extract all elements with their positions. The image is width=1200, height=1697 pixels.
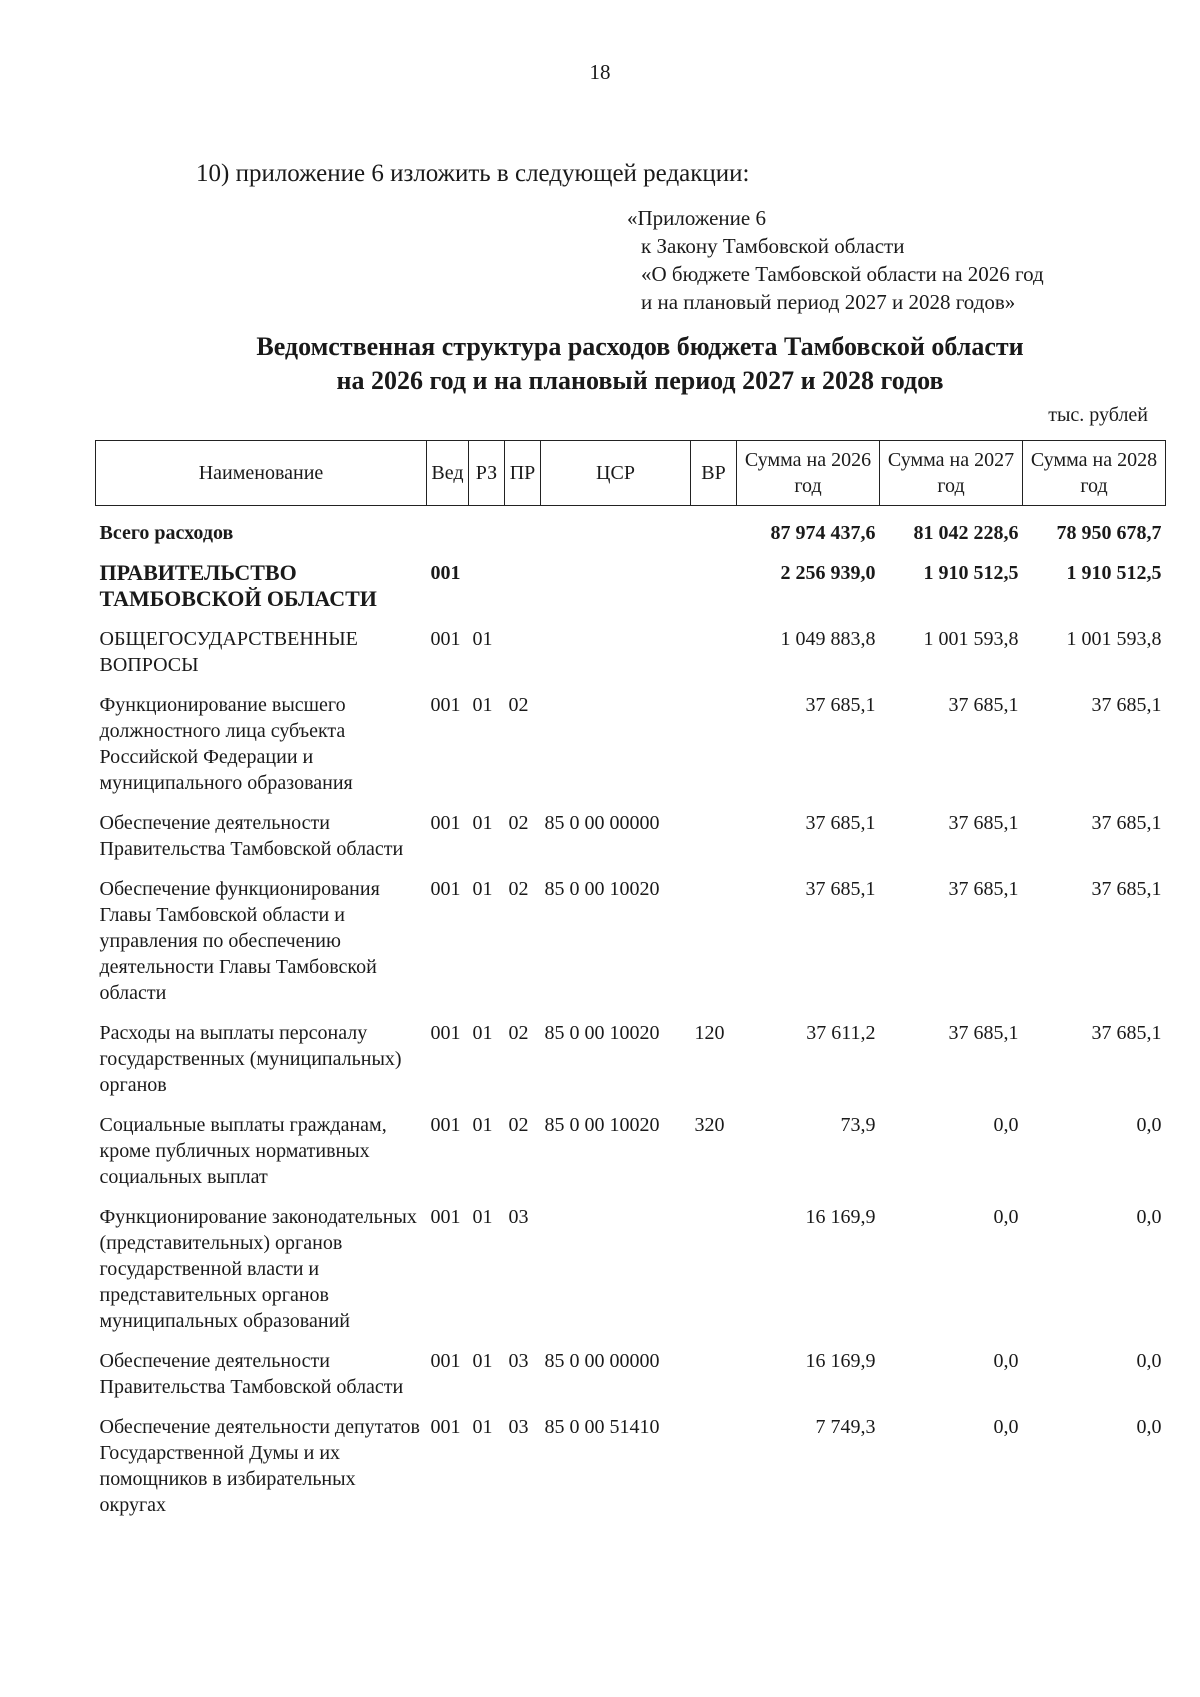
col-header-name: Наименование <box>96 441 427 506</box>
row-csr: 85 0 00 00000 <box>544 1350 660 1372</box>
row-ved <box>427 506 469 547</box>
row-vr <box>691 1334 737 1400</box>
row-ved: 001 <box>430 1350 461 1372</box>
row-name: Обеспечение деятельности Правительства Тамбовской области <box>99 812 404 860</box>
row-sum-2028: 78 950 678,7 <box>1056 522 1162 544</box>
row-rz: 01 <box>472 628 493 650</box>
row-csr <box>541 506 691 547</box>
row-name: Обеспечение функционирования Главы Тамбовской области и управления по обеспечению деятельности Главы Тамбовской области <box>99 878 380 1004</box>
table-row-total <box>96 506 1166 547</box>
appendix-line: «Приложение 6 <box>627 206 766 230</box>
row-vr <box>691 546 737 612</box>
row-csr <box>541 1190 691 1334</box>
table-row <box>96 612 1166 678</box>
row-pr: 03 <box>508 1206 529 1228</box>
row-sum-2028: 37 685,1 <box>1091 694 1162 716</box>
row-sum-2028: 1 910 512,5 <box>1066 562 1162 584</box>
row-sum-2027: 0,0 <box>993 1114 1019 1136</box>
row-csr: 85 0 00 10020 <box>544 878 660 900</box>
row-name: Обеспечение деятельности депутатов Государственной Думы и их помощников в избирательных округах <box>99 1416 420 1516</box>
row-sum-2028: 37 685,1 <box>1091 812 1162 834</box>
row-ved: 001 <box>430 812 461 834</box>
row-name: ОБЩЕГОСУДАРСТВЕННЫЕ ВОПРОСЫ <box>99 628 358 676</box>
table-row <box>96 1006 1166 1098</box>
row-pr <box>505 612 541 678</box>
intro-text: 10) приложение 6 изложить в следующей редакции: <box>196 160 750 187</box>
row-sum-2026: 87 974 437,6 <box>770 522 876 544</box>
row-sum-2026: 37 685,1 <box>805 694 876 716</box>
row-rz: 01 <box>472 878 493 900</box>
table-row <box>96 1190 1166 1334</box>
row-ved: 001 <box>430 562 461 584</box>
row-ved: 001 <box>430 1416 461 1438</box>
row-sum-2028: 0,0 <box>1136 1114 1162 1136</box>
row-ved: 001 <box>430 694 461 716</box>
row-sum-2027: 37 685,1 <box>948 878 1019 900</box>
row-vr <box>691 1400 737 1518</box>
row-name: ПРАВИТЕЛЬСТВО ТАМБОВСКОЙ ОБЛАСТИ <box>99 560 377 611</box>
row-pr: 02 <box>508 1114 529 1136</box>
row-rz: 01 <box>472 694 493 716</box>
budget-table <box>95 440 1166 1518</box>
row-sum-2026: 37 611,2 <box>806 1022 876 1044</box>
appendix-line: к Закону Тамбовской области <box>641 234 905 258</box>
row-vr <box>691 506 737 547</box>
row-sum-2027: 0,0 <box>993 1206 1019 1228</box>
row-sum-2028: 37 685,1 <box>1091 878 1162 900</box>
row-name: Обеспечение деятельности Правительства Тамбовской области <box>99 1350 404 1398</box>
col-header-ved: Вед <box>427 441 469 506</box>
row-ved: 001 <box>430 1206 461 1228</box>
table-row <box>96 546 1166 612</box>
col-header-pr: ПР <box>505 441 541 506</box>
row-sum-2028: 0,0 <box>1136 1350 1162 1372</box>
row-ved: 001 <box>430 878 461 900</box>
row-rz: 01 <box>472 1022 493 1044</box>
row-rz: 01 <box>472 1206 493 1228</box>
row-csr: 85 0 00 10020 <box>544 1114 660 1136</box>
row-pr: 03 <box>508 1416 529 1438</box>
row-name: Функционирование законодательных (представительных) органов государственной власти и представительных органов муниципальных образований <box>99 1206 417 1332</box>
row-vr <box>691 678 737 796</box>
row-sum-2028: 0,0 <box>1136 1416 1162 1438</box>
appendix-line: «О бюджете Тамбовской области на 2026 год <box>641 262 1044 286</box>
page-number: 18 <box>589 60 611 84</box>
table-row <box>96 678 1166 796</box>
table-row <box>96 796 1166 862</box>
col-header-rz: РЗ <box>469 441 505 506</box>
row-sum-2027: 37 685,1 <box>948 1022 1019 1044</box>
row-sum-2026: 2 256 939,0 <box>780 562 876 584</box>
document-title <box>80 330 1200 398</box>
title-line: Ведомственная структура расходов бюджета Тамбовской области <box>256 332 1024 361</box>
row-sum-2027: 0,0 <box>993 1416 1019 1438</box>
row-sum-2026: 37 685,1 <box>805 878 876 900</box>
col-header-vr: ВР <box>691 441 737 506</box>
row-rz <box>469 546 505 612</box>
row-vr <box>691 796 737 862</box>
row-csr <box>541 546 691 612</box>
row-vr <box>691 862 737 1006</box>
row-pr <box>505 506 541 547</box>
row-sum-2027: 1 910 512,5 <box>923 562 1019 584</box>
row-rz: 01 <box>472 1416 493 1438</box>
row-pr: 02 <box>508 694 529 716</box>
row-sum-2026: 73,9 <box>840 1114 876 1136</box>
title-line: на 2026 год и на плановый период 2027 и 2028 годов <box>336 366 944 395</box>
row-name: Социальные выплаты гражданам, кроме публичных нормативных социальных выплат <box>99 1114 387 1188</box>
col-header-sum-2028: Сумма на 2028 год <box>1023 441 1166 506</box>
row-sum-2026: 16 169,9 <box>805 1206 876 1228</box>
row-pr: 02 <box>508 878 529 900</box>
row-name: Всего расходов <box>99 522 234 544</box>
table-row <box>96 1334 1166 1400</box>
row-csr: 85 0 00 51410 <box>544 1416 660 1438</box>
row-rz: 01 <box>472 1114 493 1136</box>
row-vr <box>691 612 737 678</box>
row-sum-2027: 37 685,1 <box>948 812 1019 834</box>
row-pr: 02 <box>508 812 529 834</box>
col-header-sum-2027: Сумма на 2027 год <box>880 441 1023 506</box>
table-header-row <box>96 441 1166 506</box>
row-csr <box>541 678 691 796</box>
row-ved: 001 <box>430 628 461 650</box>
row-csr: 85 0 00 00000 <box>544 812 660 834</box>
row-pr: 02 <box>508 1022 529 1044</box>
row-sum-2026: 16 169,9 <box>805 1350 876 1372</box>
table-row <box>96 862 1166 1006</box>
row-sum-2027: 81 042 228,6 <box>913 522 1019 544</box>
appendix-header <box>627 204 1044 316</box>
row-rz: 01 <box>472 1350 493 1372</box>
row-sum-2027: 1 001 593,8 <box>923 628 1019 650</box>
row-sum-2026: 37 685,1 <box>805 812 876 834</box>
row-sum-2028: 0,0 <box>1136 1206 1162 1228</box>
col-header-csr: ЦСР <box>541 441 691 506</box>
row-sum-2028: 1 001 593,8 <box>1066 628 1162 650</box>
row-name: Расходы на выплаты персоналу государственных (муниципальных) органов <box>99 1022 402 1096</box>
col-header-sum-2026: Сумма на 2026 год <box>737 441 880 506</box>
row-sum-2028: 37 685,1 <box>1091 1022 1162 1044</box>
table-row <box>96 1098 1166 1190</box>
row-ved: 001 <box>430 1022 461 1044</box>
row-pr <box>505 546 541 612</box>
table-row <box>96 1400 1166 1518</box>
row-csr: 85 0 00 10020 <box>544 1022 660 1044</box>
row-rz: 01 <box>472 812 493 834</box>
row-name: Функционирование высшего должностного лица субъекта Российской Федерации и муниципального образования <box>99 694 353 794</box>
row-vr <box>691 1190 737 1334</box>
appendix-line: и на плановый период 2027 и 2028 годов» <box>641 290 1016 314</box>
row-pr: 03 <box>508 1350 529 1372</box>
row-vr: 320 <box>694 1114 725 1136</box>
row-rz <box>469 506 505 547</box>
row-sum-2026: 7 749,3 <box>815 1416 876 1438</box>
row-ved: 001 <box>430 1114 461 1136</box>
row-sum-2026: 1 049 883,8 <box>780 628 876 650</box>
row-vr: 120 <box>694 1022 725 1044</box>
row-sum-2027: 37 685,1 <box>948 694 1019 716</box>
units-label: тыс. рублей <box>1048 404 1148 426</box>
row-sum-2027: 0,0 <box>993 1350 1019 1372</box>
row-csr <box>541 612 691 678</box>
